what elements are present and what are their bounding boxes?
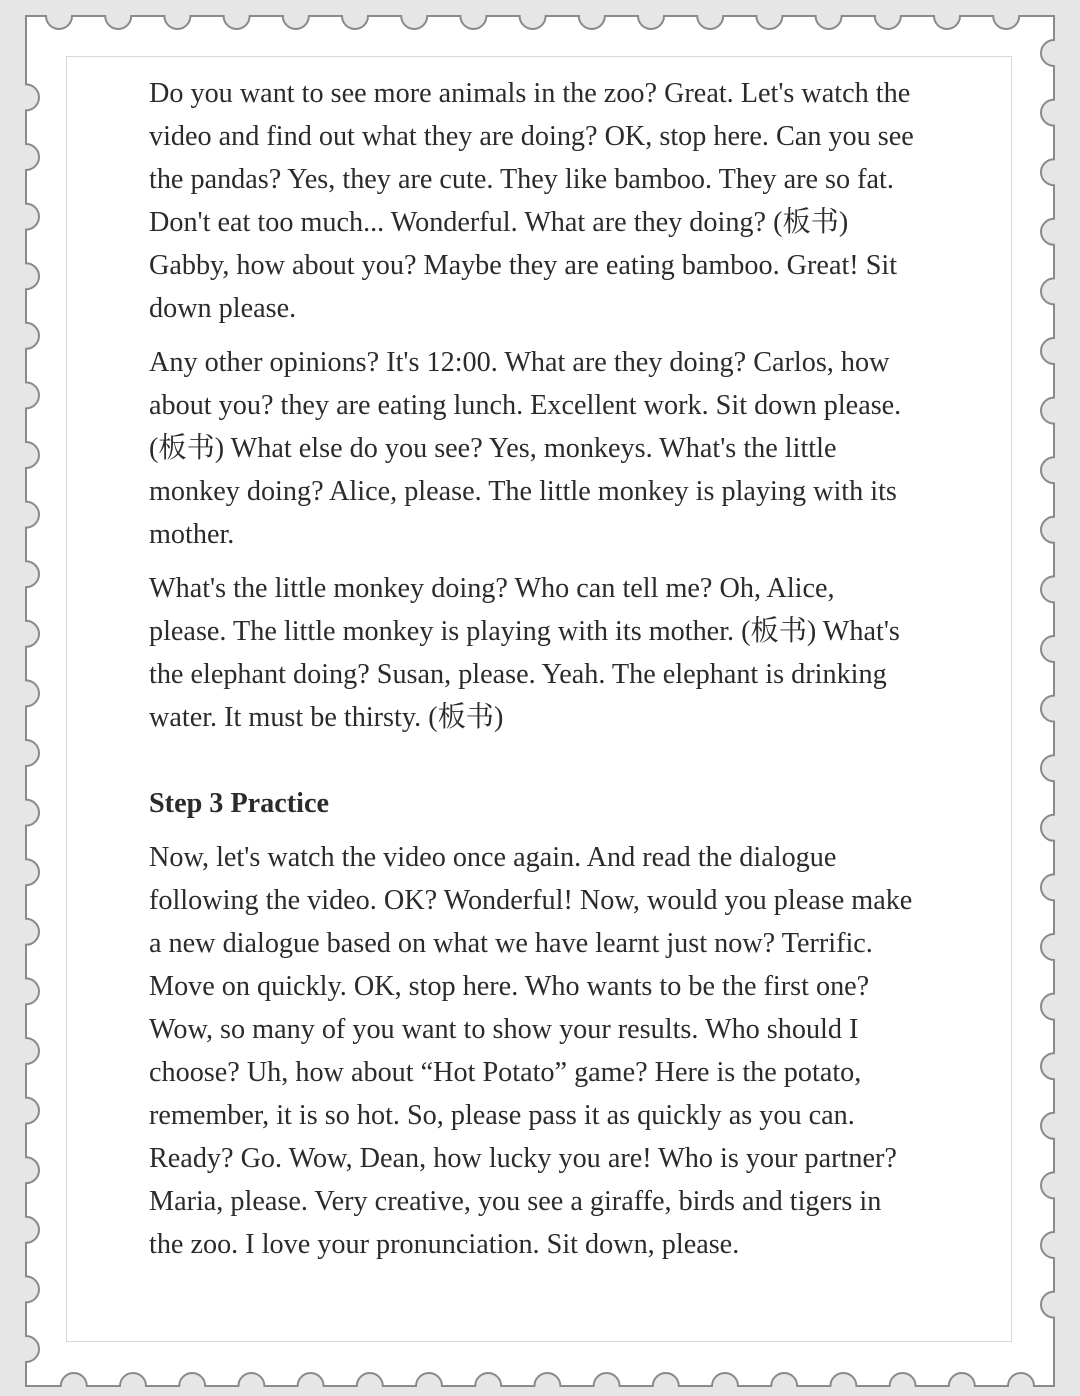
step3-heading: Step 3 Practice — [149, 788, 330, 819]
paragraph-practice: Now, let's watch the video once again. And read the dialogue following the video. OK? Wonderful! Now, would you please make a new dialogue based on what we have learnt just now? Terrific. Move on quickly. OK, stop here. Who wants to be the first one? Wow, so many of you want to show your results. Who should I choose? Uh, how about “Hot Potato” game? Here is the potato, remember, it is so hot. So, please pass it as quickly as you can. Ready? Go. Wow, Dean, how lucky you are! Who is your partner? Maria, please. Very creative, you see a giraffe, birds and tigers in the zoo. I love your pronunciation. Sit down, please. — [149, 842, 913, 1260]
paragraph-elephant: What's the little monkey doing? Who can tell me? Oh, Alice, please. The little monkey is playing with its mother. (板书) What's the elephant doing? Susan, please. Yeah. The elephant is drinking water. It must be thirsty. (板书) — [149, 573, 900, 733]
paragraph-pandas: Do you want to see more animals in the zoo? Great. Let's watch the video and find out what they are doing? OK, stop here. Can you see the pandas? Yes, they are cute. They like bamboo. They are so fat. Don't eat too much... Wonderful. What are they doing? (板书) Gabby, how about you? Maybe they are eating bamboo. Great! Sit down please. — [149, 78, 914, 324]
document-body — [149, 72, 919, 1277]
paragraph-lunch-monkeys: Any other opinions? It's 12:00. What are they doing? Carlos, how about you? they are eating lunch. Excellent work. Sit down please. (板书) What else do you see? Yes, monkeys. What's the little monkey doing? Alice, please. The little monkey is playing with its mother. — [149, 347, 902, 550]
